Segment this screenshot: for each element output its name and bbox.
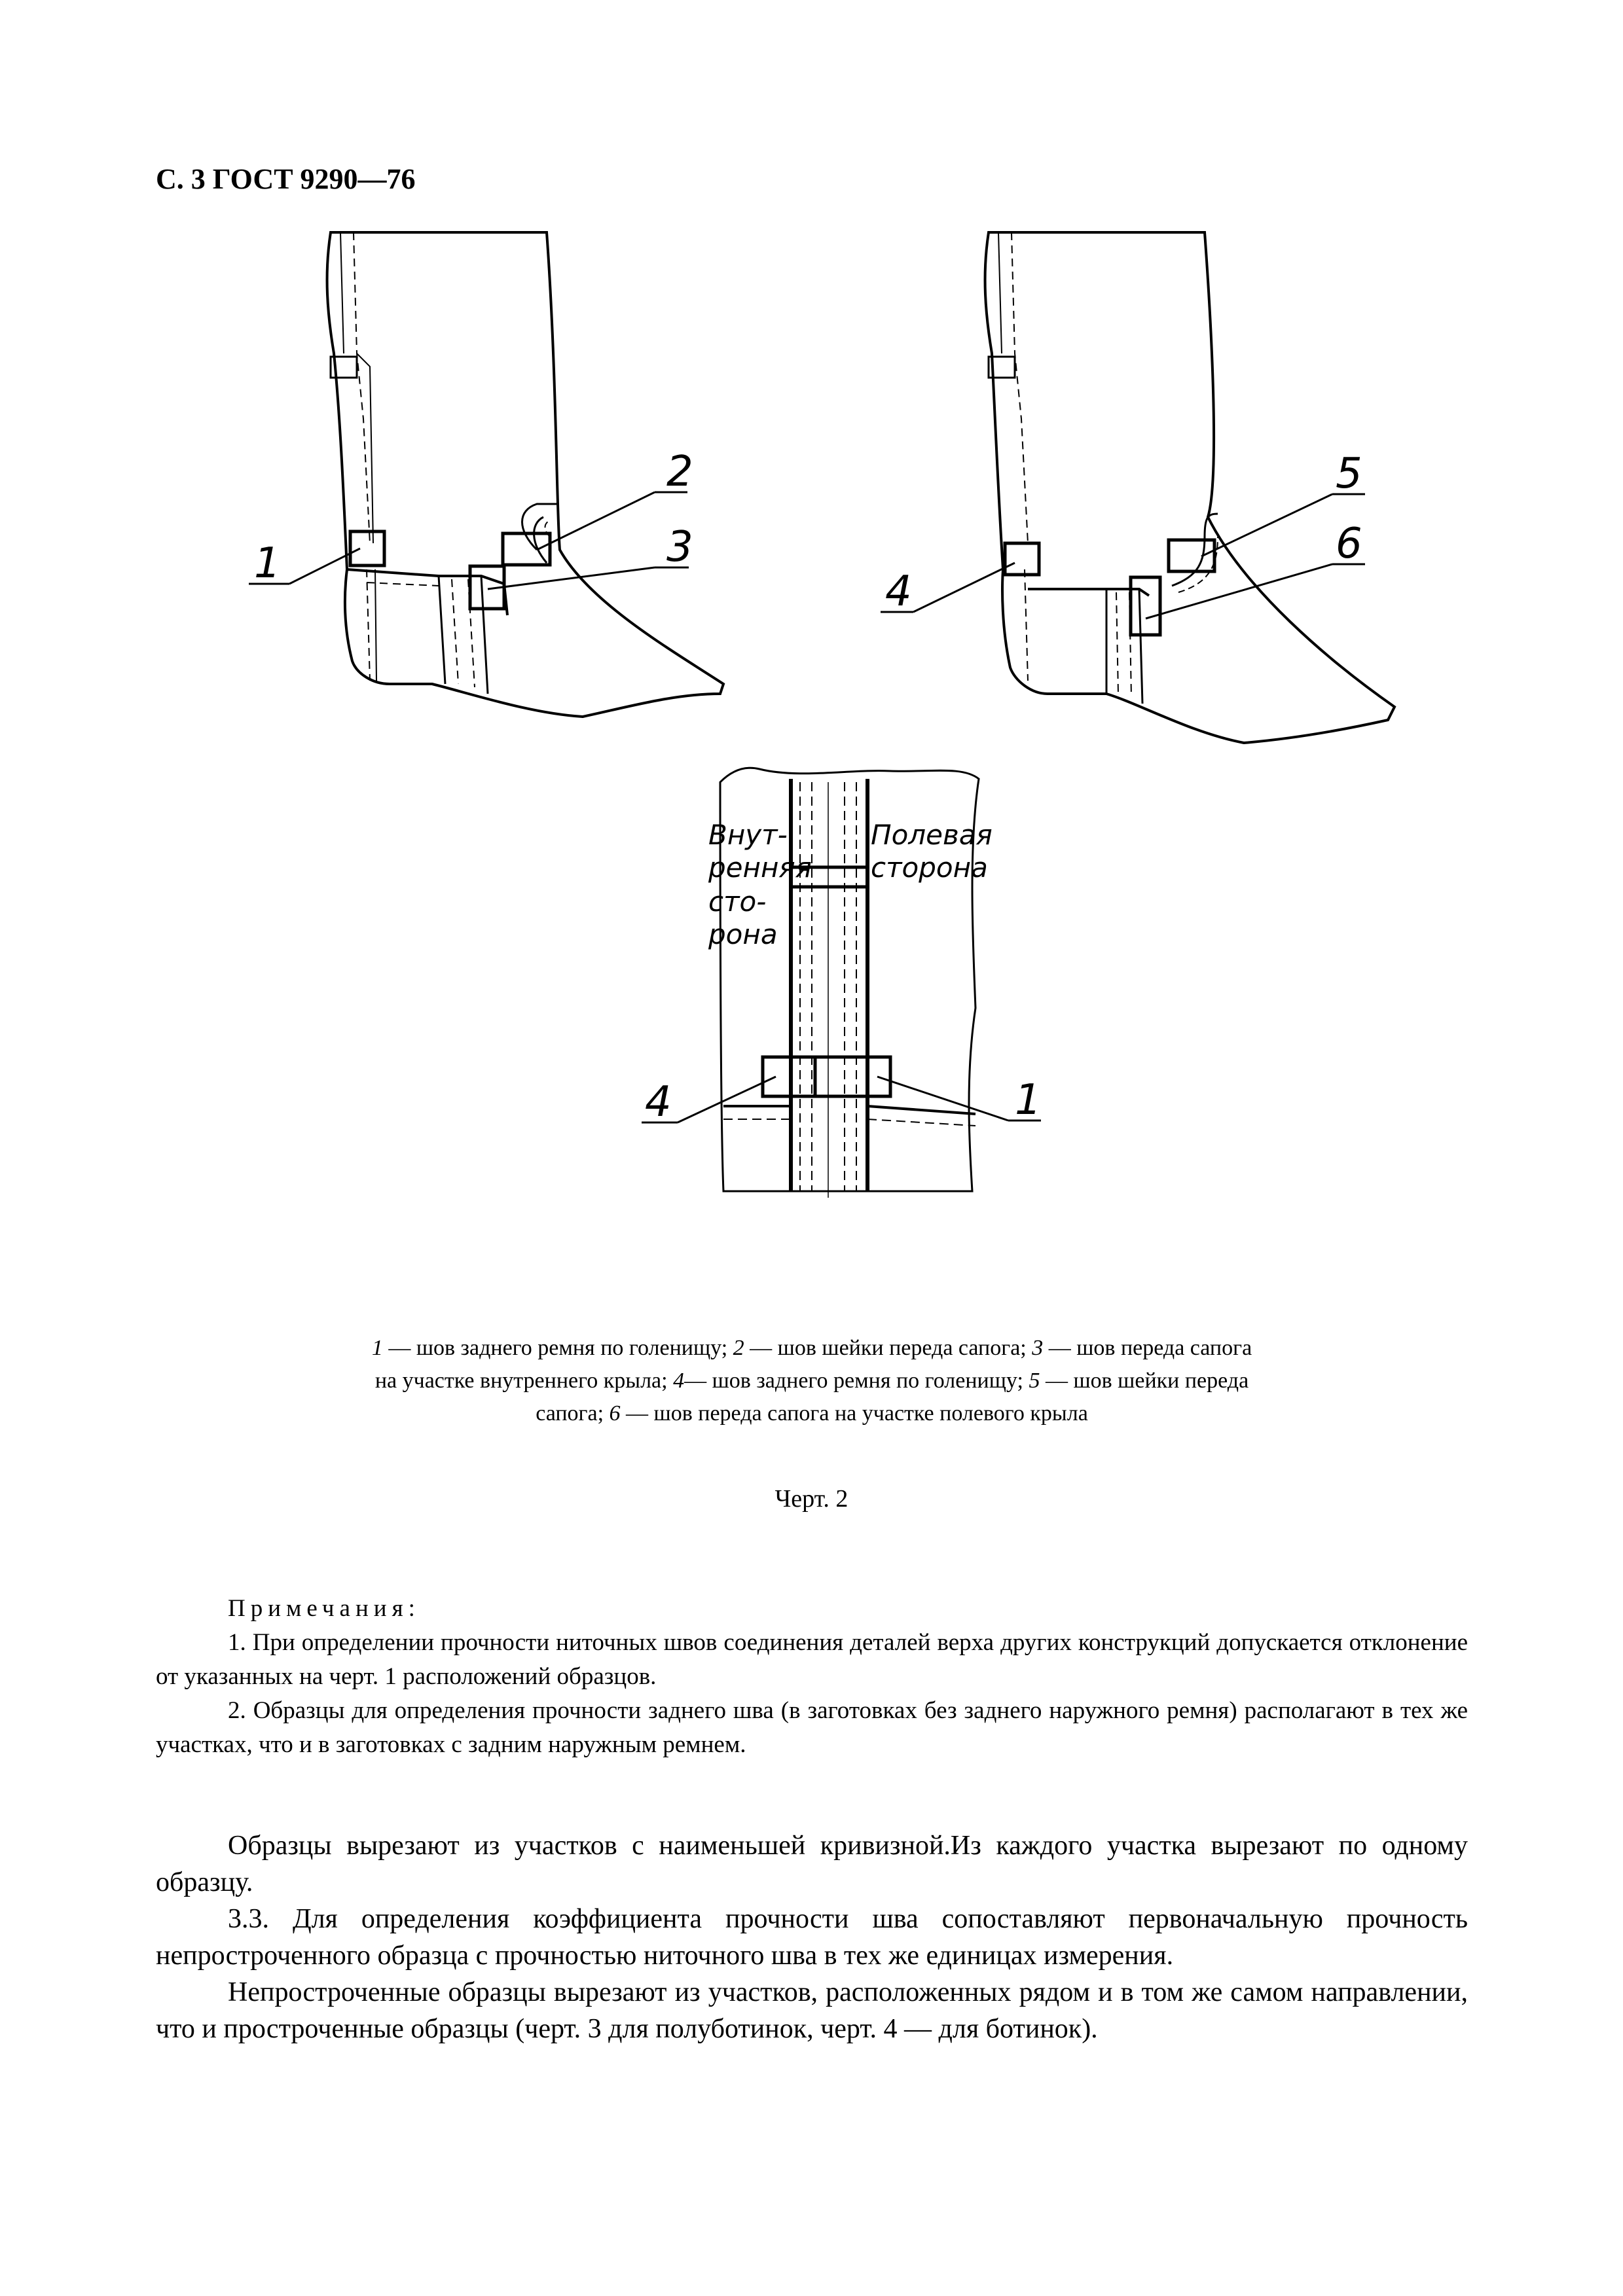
detail-label-1: 1 [1015, 1076, 1042, 1124]
paragraph: 3.3. Для определения коэффициента прочности шва сопоставляют первоначальную прочность непростроченного образца с прочностью ниточного шва в тех же единицах измерения. [156, 1904, 1468, 1971]
inner-side-line-1: Внут- [708, 819, 788, 851]
page-header: С. 3 ГОСТ 9290—76 [156, 163, 416, 195]
inner-side-line-3: сто- [708, 886, 767, 918]
right-boot-drawing [881, 232, 1395, 743]
field-side-line-2: сторона [871, 852, 988, 884]
label-1: 1 [254, 539, 281, 588]
field-side-line-1: Полевая [871, 819, 993, 851]
notes-section [156, 1592, 1468, 1762]
figure-legend: 1 — шов заднего ремня по голенищу; 2 — шов шейки переда сапога; 3 — шов переда сапога на участке внутреннего крыла; 4— шов заднего ремня по голенищу; 5 — шов шейки переда сапога; 6 — шов переда сапога на участке полевого крыла [371, 1336, 1252, 1426]
note-item: 1. При определении прочности ниточных швов соединения деталей верха других конструкций допускается отклонение от указанных на черт. 1 расположений образцов. [156, 1629, 1468, 1690]
paragraph: Непростроченные образцы вырезают из участков, расположенных рядом и в том же самом направлении, что и простроченные образцы (черт. 3 для полуботинок, черт. 4 — для ботинок). [156, 1977, 1468, 2044]
label-3: 3 [666, 523, 693, 571]
label-2: 2 [666, 448, 693, 496]
notes-heading: Примечания: [228, 1595, 420, 1622]
body-text [156, 1827, 1468, 2047]
paragraph: Образцы вырезают из участков с наименьшей кривизной.Из каждого участка вырезают по одному образцу. [156, 1831, 1468, 1897]
label-5: 5 [1336, 450, 1362, 498]
left-boot-drawing [249, 232, 723, 717]
inner-side-line-2: ренняя [708, 852, 812, 884]
figure-caption: Черт. 2 [775, 1485, 848, 1513]
label-6: 6 [1336, 520, 1362, 568]
note-item: 2. Образцы для определения прочности заднего шва (в заготовках без заднего наружного ремня) располагают в тех же участках, что и в заготовках с задним наружным ремнем. [156, 1697, 1468, 1758]
detail-label-4: 4 [645, 1078, 672, 1126]
inner-side-line-4: рона [708, 918, 778, 950]
label-4: 4 [885, 567, 912, 616]
